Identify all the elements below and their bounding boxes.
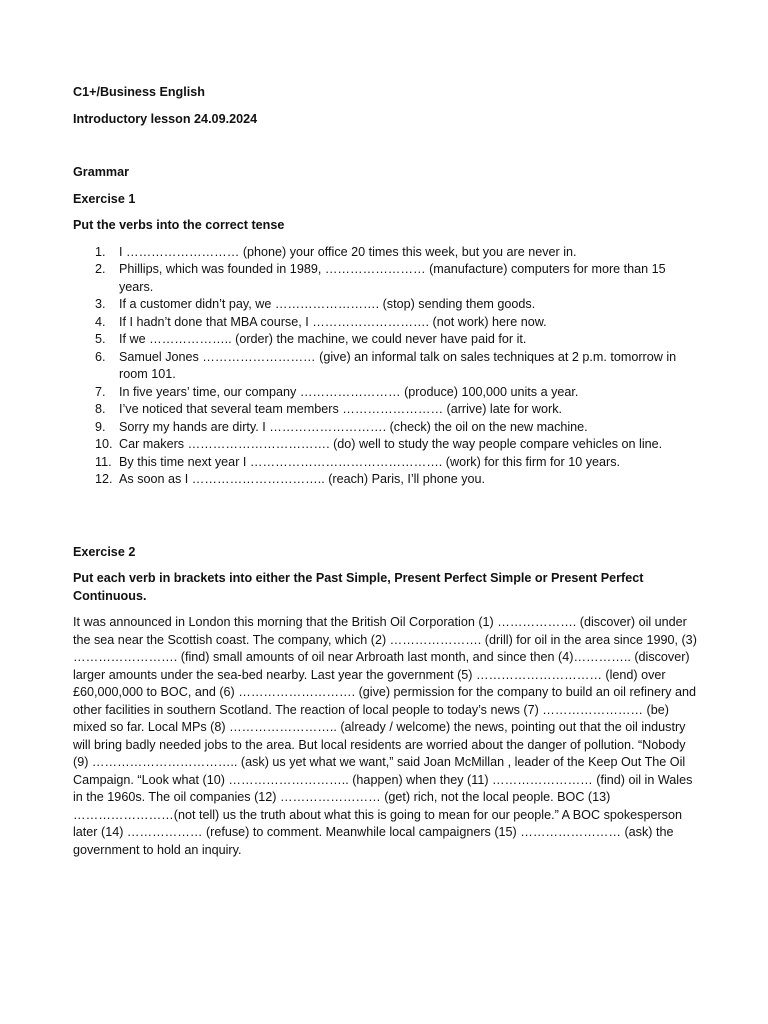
item-text: Phillips, which was founded in 1989, …………………… (manufacture) computers for more than 15 years. — [119, 262, 666, 294]
item-number: 2. — [95, 262, 106, 276]
item-number: 5. — [95, 332, 106, 346]
item-text: If a customer didn’t pay, we ……………………. (stop) sending them goods. — [119, 297, 536, 311]
item-text: If we ……………….. (order) the machine, we could never have paid for it. — [119, 332, 527, 346]
item-text: By this time next year I ………………………………………. (work) for this firm for 10 years. — [119, 454, 621, 469]
document-page — [73, 84, 703, 859]
item-number: 12. — [95, 472, 113, 486]
item-text: I ……………………… (phone) your office 20 times this week, but you are never in. — [119, 244, 577, 259]
list-item — [73, 331, 703, 349]
course-title: C1+/Business English — [73, 85, 205, 99]
item-number: 4. — [95, 314, 106, 329]
exercise-2-title: Exercise 2 — [73, 544, 136, 559]
list-item — [73, 314, 703, 332]
exercise-2-passage: It was announced in London this morning that the British Oil Corporation (1) ………………. (discover) oil under the sea near the Scottish coast. The company, which (2) …………………. (drill) for oil in the area since 1990, (3) ……………………. (find) small amounts of oil near Arbroath last month, and since then (4)………….. (discover) larger amounts under the sea-bed nearby. Last year the government (5) ………………………… (lend) over £60,000,000 to BOC, and (6) ………………………. (give) permission for the company to build an oil refinery and other facilities in southern Scotland. The reaction of local people to today’s news (7) …………………… (be) mixed so far. Local MPs (8) …………………….. (already / welcome) the news, pointing out that the oil industry will bring badly needed jobs to the area. But local residents are worried about the danger of pollution. “Nobody (9) …………………………….. (ask) us yet what we want,” said Joan McMillan , leader of the Keep Out The Oil Campaign. “Look what (10) ……………………….. (happen) when they (11) …………………… (find) oil in Wales in the 1960s. The oil companies (12) …………………… (get) rich, not the local people. BOC (13) ……………………(not tell) us the truth about what this is going to mean for our people.” A BOC spokesperson later (14) ……………… (refuse) to comment. Meanwhile local campaigners (15) …………………… (ask) the government to hold an inquiry. — [73, 615, 697, 857]
lesson-title: Introductory lesson 24.09.2024 — [73, 111, 258, 126]
item-number: 10. — [95, 437, 113, 451]
item-text: Sorry my hands are dirty. I ………………………. (check) the oil on the new machine. — [119, 419, 588, 434]
list-item — [73, 296, 703, 314]
list-item — [73, 384, 703, 402]
item-number: 3. — [95, 297, 106, 311]
item-text: Samuel Jones ……………………… (give) an informal talk on sales techniques at 2 p.m. tomorrow in room 101. — [119, 349, 677, 381]
exercise-1-title: Exercise 1 — [73, 191, 136, 206]
list-item — [73, 261, 703, 296]
item-number: 1. — [95, 244, 106, 259]
section-heading-grammar: Grammar — [73, 165, 130, 179]
list-item — [73, 244, 703, 262]
item-number: 9. — [95, 419, 106, 434]
list-item — [73, 419, 703, 437]
item-text: If I hadn’t done that MBA course, I ………………………. (not work) here now. — [119, 314, 547, 329]
item-number: 7. — [95, 384, 106, 399]
exercise-2-instruction: Put each verb in brackets into either the Past Simple, Present Perfect Simple or Present Perfect Continuous. — [73, 571, 644, 603]
list-item — [73, 454, 703, 472]
item-number: 8. — [95, 402, 106, 416]
item-number: 6. — [95, 349, 106, 364]
list-item — [73, 436, 703, 454]
item-text: In five years’ time, our company …………………… (produce) 100,000 units a year. — [119, 384, 579, 399]
exercise-1-instruction: Put the verbs into the correct tense — [73, 218, 285, 232]
list-item — [73, 349, 703, 384]
exercise-1-list — [73, 244, 703, 489]
item-text: Car makers ……………………………. (do) well to study the way people compare vehicles on line. — [119, 437, 663, 451]
item-number: 11. — [95, 454, 112, 469]
item-text: As soon as I ………………………….. (reach) Paris, I’ll phone you. — [119, 472, 486, 486]
item-text: I’ve noticed that several team members …………………… (arrive) late for work. — [119, 402, 563, 416]
list-item — [73, 401, 703, 419]
list-item — [73, 471, 703, 489]
